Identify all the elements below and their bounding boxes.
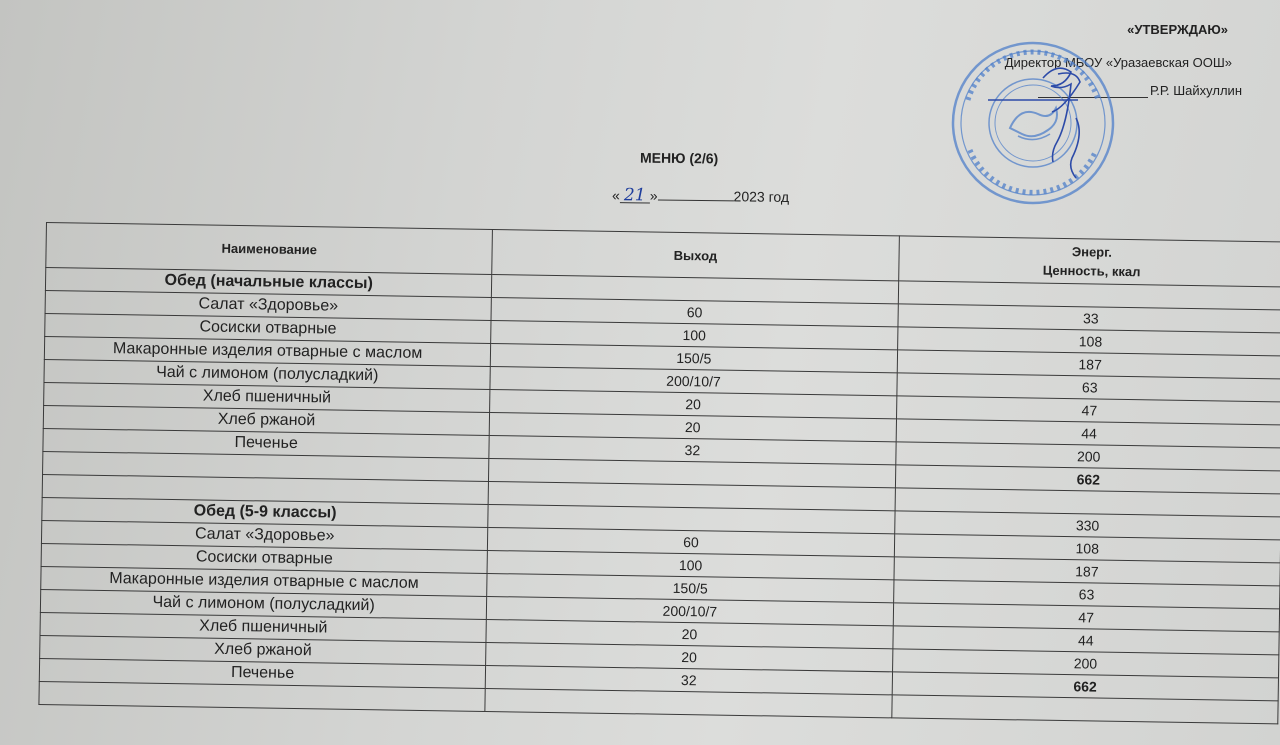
header-name: Наименование [46, 223, 493, 275]
dish-name: Хлеб пшеничный [40, 612, 487, 642]
date-month-blank [658, 200, 734, 202]
section-kcal: 330 [894, 511, 1280, 540]
dish-output: 150/5 [491, 344, 898, 373]
dish-output: 32 [489, 435, 896, 464]
dish-name: Салат «Здоровье» [41, 520, 488, 550]
total-kcal: 662 [895, 465, 1280, 494]
header-output: Выход [492, 230, 899, 281]
dish-kcal: 44 [892, 626, 1279, 655]
dish-kcal: 187 [893, 557, 1280, 586]
dish-output: 200/10/7 [487, 596, 894, 625]
dish-kcal: 200 [892, 649, 1279, 678]
dish-output: 32 [486, 665, 893, 694]
dish-name: Чай с лимоном (полусладкий) [44, 359, 491, 389]
dish-output: 20 [490, 389, 897, 418]
date-open-quote: « [611, 187, 620, 204]
dish-output: 20 [489, 412, 896, 441]
director-title: Директор МБОУ «Уразаевская ООШ» [1004, 55, 1232, 70]
menu-table [38, 222, 1280, 724]
header-energy-line1: Энерг. [1071, 244, 1113, 260]
dish-kcal: 44 [896, 419, 1280, 448]
dish-kcal: 187 [897, 350, 1280, 379]
dish-name: Макаронные изделия отварные с маслом [44, 336, 491, 366]
dish-name: Хлеб ржаной [43, 405, 490, 435]
page-title: МЕНЮ (2/6) [639, 149, 719, 167]
dish-name: Чай с лимоном (полусладкий) [40, 589, 487, 619]
dish-output: 100 [491, 321, 898, 350]
empty-cell [891, 695, 1278, 724]
dish-kcal: 33 [897, 304, 1280, 333]
section-title: Обед (начальные классы) [45, 268, 492, 298]
dish-kcal: 108 [897, 327, 1280, 356]
school-stamp-seal [948, 38, 1118, 208]
dish-name: Хлеб ржаной [40, 635, 487, 665]
dish-kcal: 47 [893, 603, 1280, 632]
approval-heading: «УТВЕРЖДАЮ» [1127, 22, 1228, 37]
menu-date [612, 187, 789, 205]
date-year: 2023 год [733, 188, 790, 205]
header-energy-line2: Ценность, ккал [1042, 262, 1141, 280]
dish-output: 60 [488, 527, 895, 556]
date-close-quote: » [649, 187, 658, 204]
dish-name: Хлеб пшеничный [44, 382, 491, 412]
dish-kcal: 63 [893, 580, 1280, 609]
dish-output: 150/5 [487, 573, 894, 602]
dish-kcal: 63 [896, 373, 1280, 402]
menu-table-wrapper [38, 222, 1280, 725]
dish-name: Салат «Здоровье» [45, 290, 492, 320]
dish-output: 20 [486, 619, 893, 648]
director-name: Р.Р. Шайхуллин [1150, 83, 1242, 98]
dish-name: Сосиски отварные [41, 543, 488, 573]
section-title: Обед (5-9 классы) [42, 497, 489, 527]
dish-name: Печенье [43, 428, 490, 458]
dish-output: 20 [486, 642, 893, 671]
dish-output: 60 [491, 298, 898, 327]
dish-output: 100 [487, 550, 894, 579]
dish-kcal: 662 [892, 672, 1279, 701]
dish-name: Сосиски отварные [45, 313, 492, 343]
dish-output: 200/10/7 [490, 367, 897, 396]
dish-name: Макаронные изделия отварные с маслом [41, 566, 488, 596]
header-energy [898, 236, 1280, 287]
date-day: 21 [620, 188, 650, 203]
dish-kcal: 108 [894, 534, 1280, 563]
dish-kcal: 47 [896, 396, 1280, 425]
dish-name: Печенье [39, 658, 486, 688]
dish-kcal: 200 [895, 442, 1280, 471]
